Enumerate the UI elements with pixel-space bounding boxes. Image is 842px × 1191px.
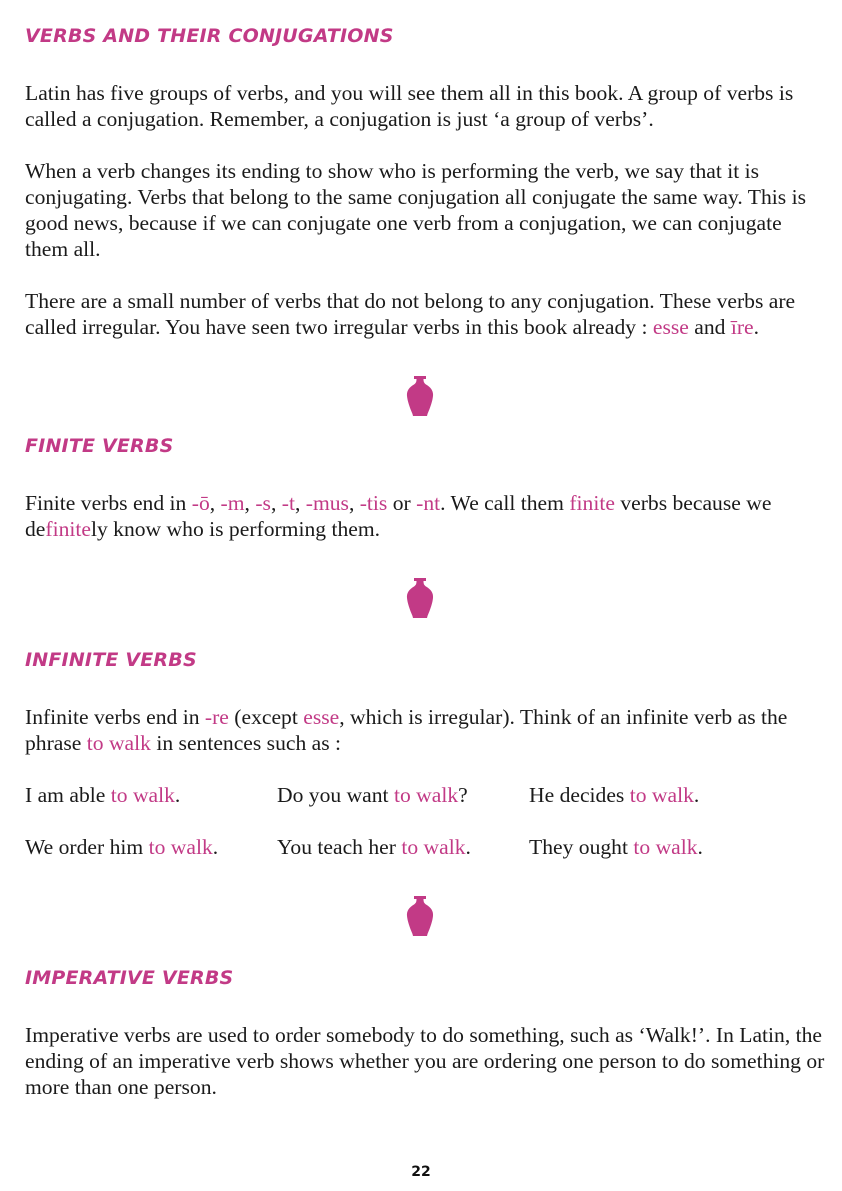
- finite-text-3: verbs because we de: [25, 491, 772, 541]
- ending-tis: -tis: [359, 491, 388, 515]
- period-text: .: [753, 315, 760, 339]
- phrase-to-walk: to walk: [86, 731, 151, 755]
- example-sentence: They ought to walk.: [529, 835, 703, 859]
- ending-m: -m: [220, 491, 245, 515]
- example-sentence: I am able to walk.: [25, 783, 181, 807]
- finite-text-1: Finite verbs end in: [25, 491, 187, 515]
- example-sentence: We order him to walk.: [25, 835, 219, 859]
- heading-finite: FINITE VERBS: [25, 435, 174, 457]
- paragraph-conjugations-2: When a verb changes its ending to show who is performing the verb, we say that it is conjugating. Verbs that belong to the same conjugation all conjugate the same way. This is good news, because if we can conjugate one verb from a conjugation, we can conjugate them all.: [25, 159, 807, 261]
- ending-o: -ō: [191, 491, 210, 515]
- or-text: or: [392, 491, 411, 515]
- paragraph-conjugations-1: Latin has five groups of verbs, and you will see them all in this book. A group of verbs is called a conjugation. Remember, a conjugation is just ‘a group of verbs’.: [25, 81, 794, 131]
- irregular-text: There are a small number of verbs that do not belong to any conjugation. These verbs are called irregular. You have seen two irregular verbs in this book already :: [25, 289, 796, 339]
- example-sentence: He decides to walk.: [529, 783, 700, 807]
- ending-mus: -mus: [305, 491, 349, 515]
- ending-t: -t: [281, 491, 295, 515]
- and-text: and: [694, 315, 726, 339]
- ending-re: -re: [204, 705, 229, 729]
- paragraph-imperative: Imperative verbs are used to order somebody to do something, such as ‘Walk!’. In Latin, the ending of an imperative verb shows whether you are ordering one person to do something or more than one person.: [25, 1023, 825, 1099]
- heading-infinite: INFINITE VERBS: [25, 649, 197, 671]
- example-sentence: Do you want to walk?: [277, 783, 468, 807]
- page-number: 22: [411, 1164, 431, 1180]
- paragraph-infinite: [25, 704, 825, 756]
- ending-s: -s: [255, 491, 271, 515]
- vase-icon-graphic: [405, 577, 435, 619]
- example-row: [25, 782, 825, 810]
- example-sentence: You teach her to walk.: [277, 835, 471, 859]
- vase-icon: [405, 577, 435, 619]
- infinite-text-2: (except: [234, 705, 298, 729]
- infinite-text-1: Infinite verbs end in: [25, 705, 200, 729]
- vase-icon: [405, 895, 435, 937]
- vase-icon: [405, 375, 435, 417]
- paragraph-finite: Finite verbs end in -ō, -m, -s, -t, -mus, -tis or -nt. We call them finite verbs because we definitely know who is performing them.: [25, 491, 772, 541]
- finite-text-2: . We call them: [440, 491, 564, 515]
- word-esse: esse: [303, 705, 340, 729]
- vase-icon-graphic: [405, 375, 435, 417]
- word-ire: īre: [730, 315, 754, 339]
- heading-conjugations: VERBS AND THEIR CONJUGATIONS: [25, 25, 394, 47]
- ending-nt: -nt: [416, 491, 441, 515]
- word-finite-part: finite: [45, 517, 91, 541]
- heading-imperative: IMPERATIVE VERBS: [25, 967, 234, 989]
- word-esse: esse: [652, 315, 689, 339]
- example-row: [25, 834, 825, 862]
- paragraph-conjugations-3: [25, 288, 825, 340]
- infinite-text-3: , which is irregular). Think of an infinite verb as the phrase: [25, 705, 788, 755]
- infinite-text-4: in sentences such as :: [156, 731, 342, 755]
- word-finite: finite: [569, 491, 615, 515]
- vase-icon-graphic: [405, 895, 435, 937]
- finite-text-4: ly know who is performing them.: [90, 517, 381, 541]
